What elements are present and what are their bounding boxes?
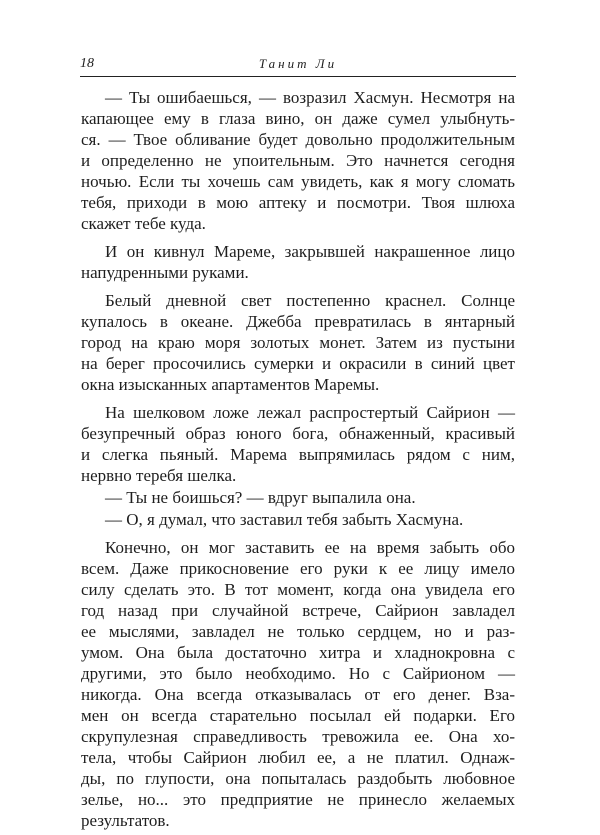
text-line: год назад при случайной встрече, Сайрион завладел (81, 601, 515, 620)
text-line: напудренными руками. (81, 263, 249, 282)
paragraph-gap (81, 530, 515, 537)
text-line: тела, чтобы Сайрион любил ее, а не платил. Однаж- (81, 748, 515, 767)
body-text (81, 87, 515, 831)
text-line: — Ты не боишься? — вдруг выпалила она. (105, 488, 416, 507)
text-line: — Ты ошибаешься, — возразил Хасмун. Несмотря на (105, 88, 515, 107)
text-line: ее мыслями, завладел не только сердцем, но и раз- (81, 622, 515, 641)
page-header (80, 56, 516, 78)
text-line: тебя, приходи в мою аптеку и посмотри. Твоя шлюха (81, 193, 515, 212)
paragraph (81, 509, 515, 530)
paragraph (81, 537, 515, 831)
header-rule (80, 76, 516, 77)
running-head-author: Танит Ли (258, 56, 338, 71)
text-line: всем. Даже прикосновение его руки к ее лицу имело (81, 559, 515, 578)
text-line: другими, это было необходимо. Но с Сайрионом — (81, 664, 515, 683)
text-line: и слегка пьяный. Марема выпрямилась рядом с ним, (81, 445, 515, 464)
text-line: зелье, но... это предприятие не принесло желаемых (81, 790, 515, 809)
text-line: результатов. (81, 811, 170, 830)
page-number: 18 (80, 56, 94, 71)
paragraph (81, 402, 515, 486)
paragraph-gap (81, 395, 515, 402)
text-line: на берег просочились сумерки и окрасили в синий цвет (81, 354, 515, 373)
text-line: Белый дневной свет постепенно краснел. Солнце (105, 291, 515, 310)
text-line: капающее ему в глаза вино, он даже сумел улыбнуть- (81, 109, 515, 128)
paragraph-gap (81, 283, 515, 290)
text-line: ды, по глупости, она попыталась раздобыть любовное (81, 769, 515, 788)
text-line: никогда. Она всегда отказывалась от его денег. Вза- (81, 685, 515, 704)
text-line: умом. Она была достаточно хитра и хладнокровна с (81, 643, 515, 662)
text-line: Конечно, он мог заставить ее на время забыть обо (105, 538, 515, 557)
text-line: город на краю моря золотых монет. Затем из пустыни (81, 333, 515, 352)
text-line: И он кивнул Мареме, закрывшей накрашенное лицо (105, 242, 515, 261)
paragraph (81, 87, 515, 234)
paragraph (81, 290, 515, 395)
paragraph (81, 487, 515, 508)
text-line: силу сделать это. В тот момент, когда она увидела его (81, 580, 515, 599)
paragraph (81, 241, 515, 283)
text-line: скажет тебе куда. (81, 214, 206, 233)
text-line: нервно теребя шелка. (81, 466, 237, 485)
text-line: купалось в океане. Джебба превратилась в янтарный (81, 312, 515, 331)
text-line: ся. — Твое обливание будет довольно продолжительным (81, 130, 515, 149)
paragraph-gap (81, 234, 515, 241)
text-line: скрупулезная справедливость тревожила ее. Она хо- (81, 727, 515, 746)
text-line: — О, я думал, что заставил тебя забыть Хасмуна. (105, 510, 464, 529)
text-line: безупречный образ юного бога, обнаженный, красивый (81, 424, 515, 443)
text-line: окна изысканных апартаментов Маремы. (81, 375, 380, 394)
text-line: ночью. Если ты хочешь сам увидеть, как я могу сломать (81, 172, 515, 191)
text-line: и определенно не упоительным. Это начнется сегодня (81, 151, 515, 170)
text-line: На шелковом ложе лежал распростертый Сайрион — (105, 403, 515, 422)
text-line: мен он всегда старательно посылал ей подарки. Его (81, 706, 515, 725)
